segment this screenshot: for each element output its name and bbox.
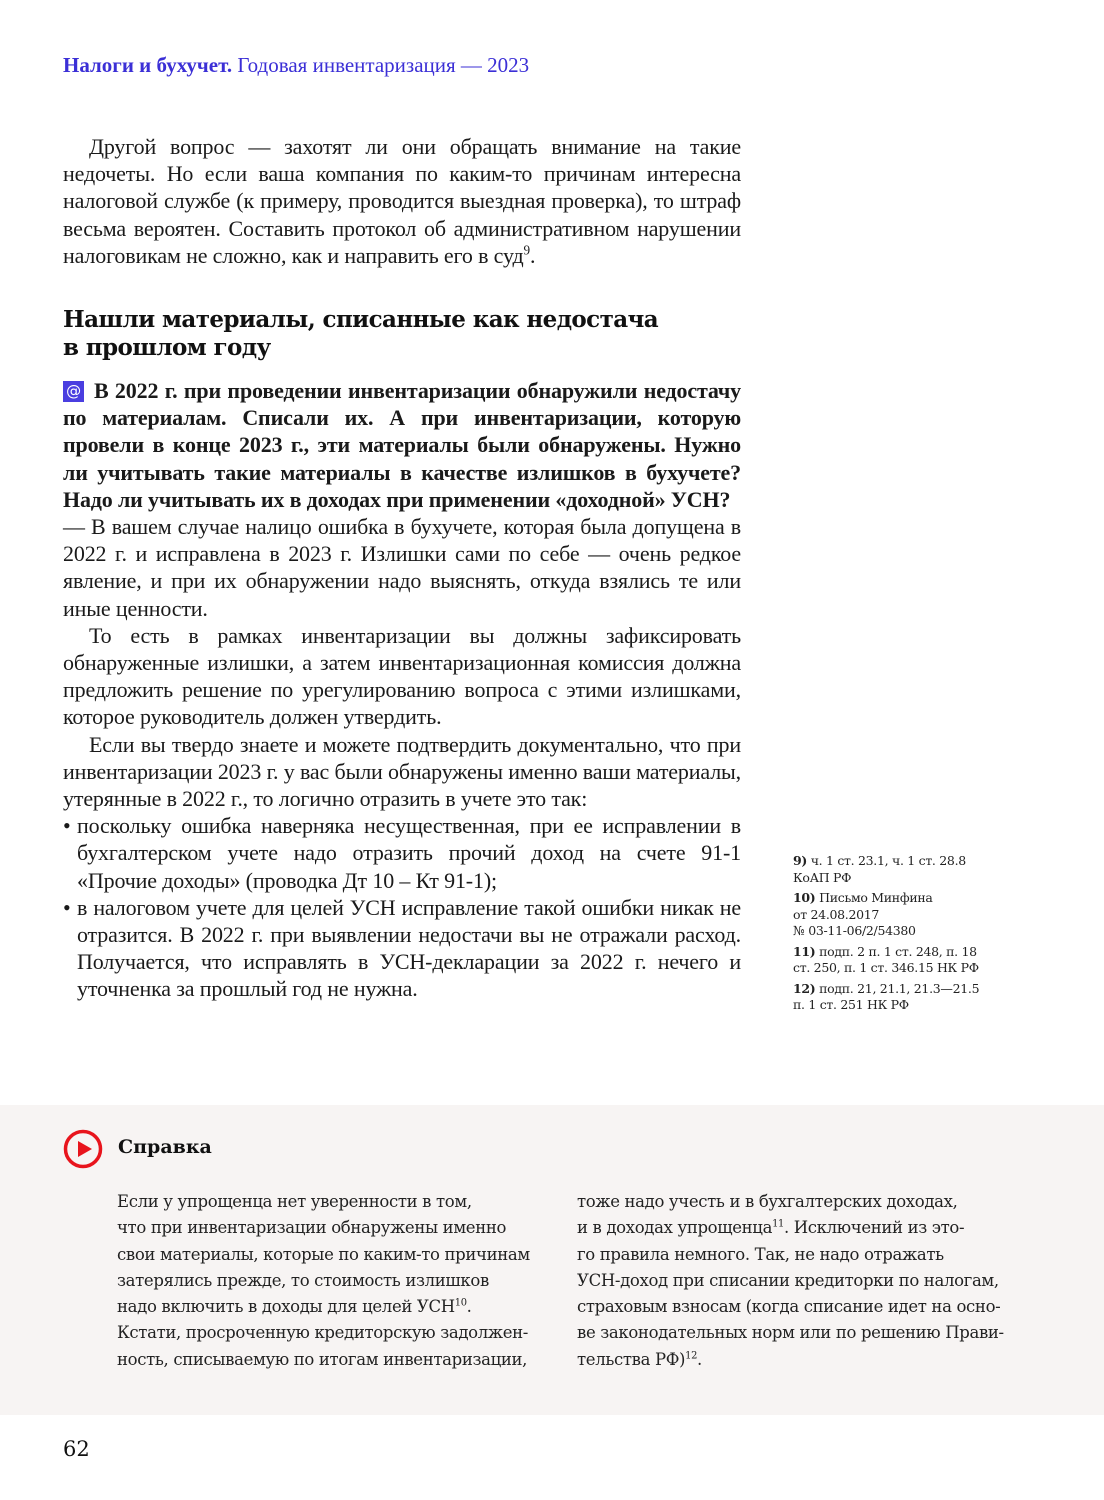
section-title: Нашли материалы, списанные как недостача в прошлом году <box>63 306 659 361</box>
answer-paragraph: То есть в рамках инвентаризации вы должны зафиксировать обнаруженные излишки, а затем инвентаризационная комиссия должна предложить решение по урегулированию вопроса с этими излишками, которое руководитель должен утвердить. <box>63 622 741 730</box>
footnotes <box>793 853 1023 1018</box>
footnote-ref-12[interactable]: 12 <box>685 1350 698 1362</box>
info-box-right-column: тоже надо учесть и в бухгалтерских доходах, и в доходах упрощенца$^{11}$. Исключений из это- го правила немного. Так, не надо отражать УСН-доход при списании кредиторки по налогам, страховым взносам (когда списание идет на осно- ве законодательных норм или по решению Прави- тельства РФ)$^{12}$. <box>577 1192 1004 1369</box>
bullet-item: • в налоговом учете для целей УСН исправление такой ошибки никак не отразится. В 2022 г. при выявлении недостачи вы не отражали расход. Получается, что исправлять в УСН-декларации за 2022 г. нечего и уточненка за прошлый год не нужна. <box>63 894 741 1003</box>
answer-paragraph: Если вы твердо знаете и можете подтвердить документально, что при инвентаризации 2023 г. у вас были обнаружены именно ваши материалы, утерянные в 2022 г., то логично отразить в учете это так: <box>63 731 741 812</box>
qa-block <box>63 377 741 1003</box>
page-number: 62 <box>63 1437 90 1461</box>
intro-text: Другой вопрос — захотят ли они обращать внимание на такие недочеты. Но если ваша компания по каким-то причинам интересна налоговой службе (к примеру, проводится выездная проверка), то штраф весьма вероятен. Составить протокол об административном нарушении налоговикам не сложно, как и направить его в суд <box>63 134 741 268</box>
info-box-left-column: Если у упрощенца нет уверенности в том, что при инвентаризации обнаружены именно свои материалы, которые по каким-то причинам затерялись прежде, то стоимость излишков надо включить в доходы для целей УСН$^{10}$. Кстати, просроченную кредиторскую задолжен- ность, списываемую по итогам инвентаризации, <box>117 1192 530 1369</box>
footnote-ref-11[interactable]: 11 <box>772 1218 784 1230</box>
answer-paragraph: — В вашем случае налицо ошибка в бухучете, которая была допущена в 2022 г. и исправлена в 2023 г. Излишки сами по себе — очень редкое явление, и при их обнаружении надо выяснять, откуда взялись те или иные ценности. <box>63 514 741 621</box>
question <box>63 377 741 513</box>
footnote-10: 10) Письмо Минфина от 24.08.2017 № 03-11-06/2/54380 <box>793 890 933 938</box>
footnote-9: 9) ч. 1 ст. 23.1, ч. 1 ст. 28.8 КоАП РФ <box>793 853 966 885</box>
running-head <box>63 53 529 78</box>
bullet-list <box>63 812 741 1002</box>
info-box-edge <box>0 1099 1104 1107</box>
footnote-ref-10[interactable]: 10 <box>454 1297 467 1309</box>
running-head-section: Налоги и бухучет. <box>63 53 233 77</box>
info-box-title: Справка <box>118 1136 212 1158</box>
intro-paragraph: Другой вопрос — захотят ли они обращать внимание на такие недочеты. Но если ваша компания по каким-то причинам интересна налоговой службе (к примеру, проводится выездная проверка), то штраф весьма вероятен. Составить протокол об административном нарушении налоговикам не сложно, как и направить его в суд$^9$. <box>63 134 741 268</box>
running-head-title: Годовая инвентаризация — 2023 <box>237 53 530 77</box>
question-text: В 2022 г. при проведении инвентаризации обнаружили недостачу по материалам. Списали их. А при инвентаризации, которую провели в конце 2023 г., эти материалы были обнаружены. Нужно ли учитывать такие материалы в качестве излишков в бухучете? Надо ли учитывать их в доходах при применении «доходной» УСН? <box>63 378 741 512</box>
footnote-ref-9[interactable]: 9 <box>523 242 530 258</box>
footnote-12: 12) подп. 21, 21.1, 21.3—21.5 п. 1 ст. 251 НК РФ <box>793 980 980 1012</box>
play-circle-icon <box>63 1129 103 1169</box>
footnote-11: 11) подп. 2 п. 1 ст. 248, п. 18 ст. 250, п. 1 ст. 346.15 НК РФ <box>793 943 979 975</box>
bullet-item: • поскольку ошибка наверняка несущественная, при ее исправлении в бухгалтерском учете надо отразить прочий доход на счете 91-1 «Прочие доходы» (проводка Дт 10 – Кт 91-1); <box>63 812 741 894</box>
at-icon: @ <box>63 381 84 402</box>
